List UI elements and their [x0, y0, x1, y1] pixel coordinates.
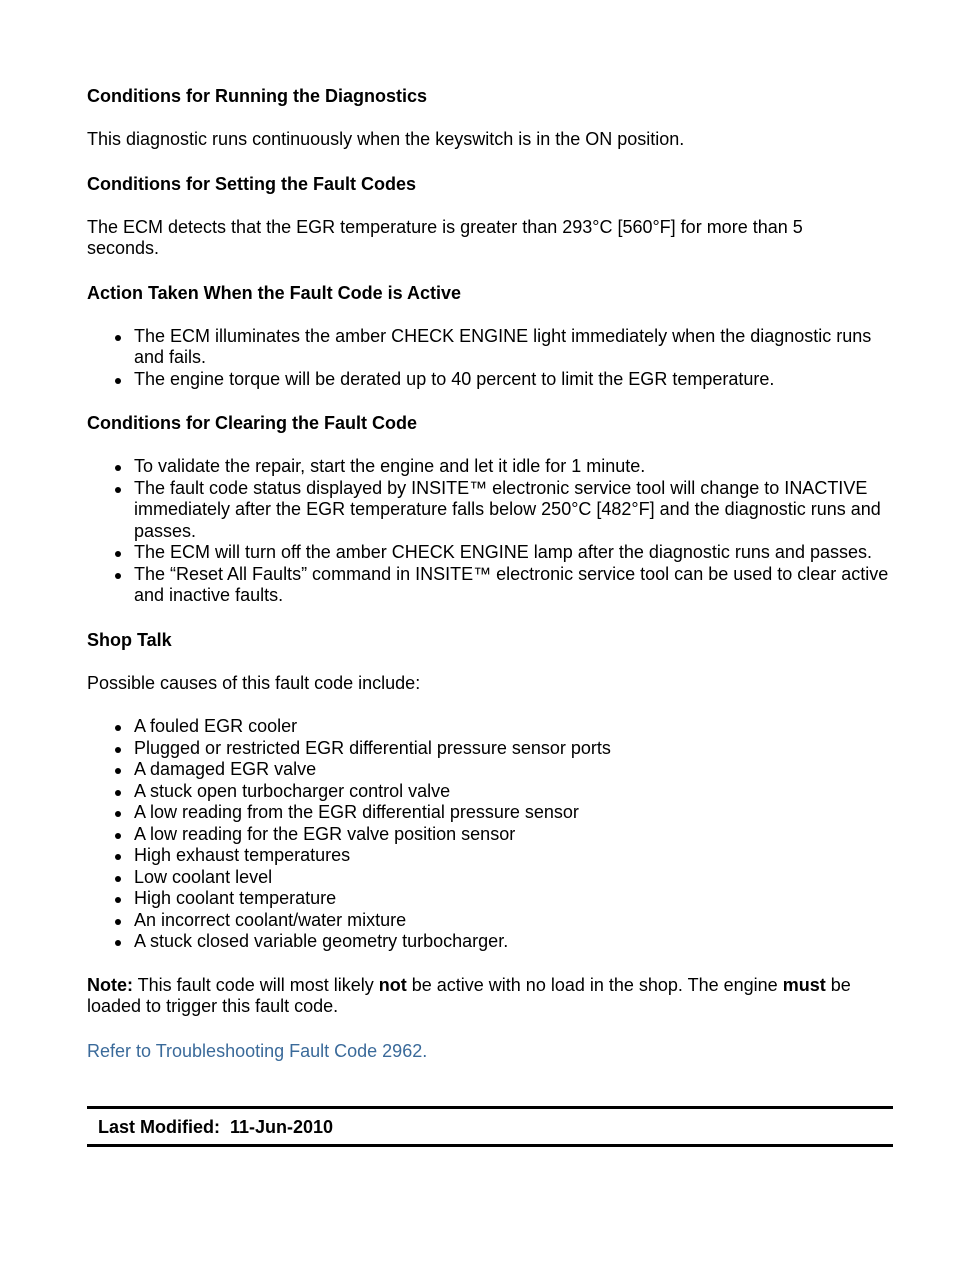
list-item [87, 456, 894, 478]
list-item-text: A damaged EGR valve [134, 759, 317, 779]
list-item-text: To validate the repair, start the engine and let it idle for 1 minute. [134, 456, 646, 476]
list-item [87, 369, 894, 391]
list-item-text: The engine torque will be derated up to 40 percent to limit the EGR temperature. [134, 368, 775, 389]
list-item-text: The ECM illuminates the amber CHECK ENGINE light immediately when the diagnostic runs and fails. [134, 325, 872, 367]
list-item [87, 759, 894, 781]
bullet-icon [115, 573, 121, 579]
list-item-text: The ECM will turn off the amber CHECK ENGINE lamp after the diagnostic runs and passes. [134, 542, 872, 562]
list-item-text: An incorrect coolant/water mixture [134, 909, 407, 930]
list-item-text: A low reading from the EGR differential pressure sensor [134, 802, 579, 822]
bullet-icon [115, 940, 121, 946]
shop-talk-intro: Possible causes of this fault code include: [87, 672, 421, 693]
list-item [87, 738, 894, 760]
list-item [87, 564, 894, 607]
list-item [87, 845, 894, 867]
section-heading-shop-talk: Shop Talk [87, 629, 172, 650]
bullet-icon [115, 833, 121, 839]
bullet-icon [115, 876, 121, 882]
causes-list [87, 716, 893, 953]
bullet-icon [115, 747, 121, 753]
troubleshooting-link[interactable]: Refer to Troubleshooting Fault Code 2962. [87, 1040, 428, 1061]
action-list [87, 326, 893, 391]
list-item [87, 781, 894, 803]
bullet-icon [115, 378, 121, 384]
section-heading-clearing: Conditions for Clearing the Fault Code [87, 413, 417, 433]
note-text-1: This fault code will most likely [133, 974, 379, 995]
list-item [87, 910, 894, 932]
list-item-text: Plugged or restricted EGR differential pressure sensor ports [134, 737, 611, 758]
list-item-text: A fouled EGR cooler [134, 716, 298, 736]
list-item [87, 888, 894, 910]
list-item [87, 867, 894, 889]
list-item [87, 716, 894, 738]
setting-text: The ECM detects that the EGR temperature is greater than 293°C [560°F] for more than 5 seconds. [87, 216, 803, 258]
section-heading-running: Conditions for Running the Diagnostics [87, 86, 427, 106]
list-item-text: Low coolant level [134, 866, 273, 887]
last-modified-bar [87, 1106, 893, 1147]
note-emphasis-not: not [378, 974, 407, 995]
list-item-text: A low reading for the EGR valve position sensor [134, 823, 516, 844]
bullet-icon [115, 465, 121, 471]
bullet-icon [115, 335, 121, 341]
list-item-text: A stuck open turbocharger control valve [134, 780, 451, 801]
list-item-text: A stuck closed variable geometry turbocharger. [134, 931, 509, 951]
list-item-text: High exhaust temperatures [134, 845, 351, 865]
last-modified-label: Last Modified: 11-Jun-2010 [98, 1117, 334, 1137]
running-text: This diagnostic runs continuously when the keyswitch is in the ON position. [87, 129, 685, 149]
clearing-list [87, 456, 893, 607]
list-item [87, 824, 894, 846]
bullet-icon [115, 768, 121, 774]
bullet-icon [115, 790, 121, 796]
note-label: Note: [87, 974, 133, 995]
bullet-icon [115, 551, 121, 557]
list-item [87, 542, 894, 564]
bullet-icon [115, 811, 121, 817]
bullet-icon [115, 487, 121, 493]
list-item-text: The “Reset All Faults” command in INSITE™ electronic service tool can be used to clear active and inactive faults. [134, 563, 889, 605]
bullet-icon [115, 919, 121, 925]
list-item [87, 478, 894, 543]
bullet-icon [115, 854, 121, 860]
list-item [87, 931, 894, 953]
section-heading-setting: Conditions for Setting the Fault Codes [87, 173, 416, 194]
list-item-text: High coolant temperature [134, 888, 337, 908]
list-item-text: The fault code status displayed by INSITE™ electronic service tool will change to INACTIVE immediately after the EGR temperature falls below 250°C [482°F] and the diagnostic runs and passes. [134, 477, 881, 541]
note-paragraph [87, 975, 887, 1018]
section-heading-action: Action Taken When the Fault Code is Active [87, 282, 462, 303]
list-item [87, 802, 894, 824]
list-item [87, 326, 894, 369]
document-body [87, 85, 893, 1062]
note-text-3: be loaded to trigger this fault code. [87, 974, 851, 1016]
note-emphasis-must: must [782, 974, 826, 995]
note-text-2: be active with no load in the shop. The engine [406, 974, 783, 995]
bullet-icon [115, 897, 121, 903]
bullet-icon [115, 725, 121, 731]
